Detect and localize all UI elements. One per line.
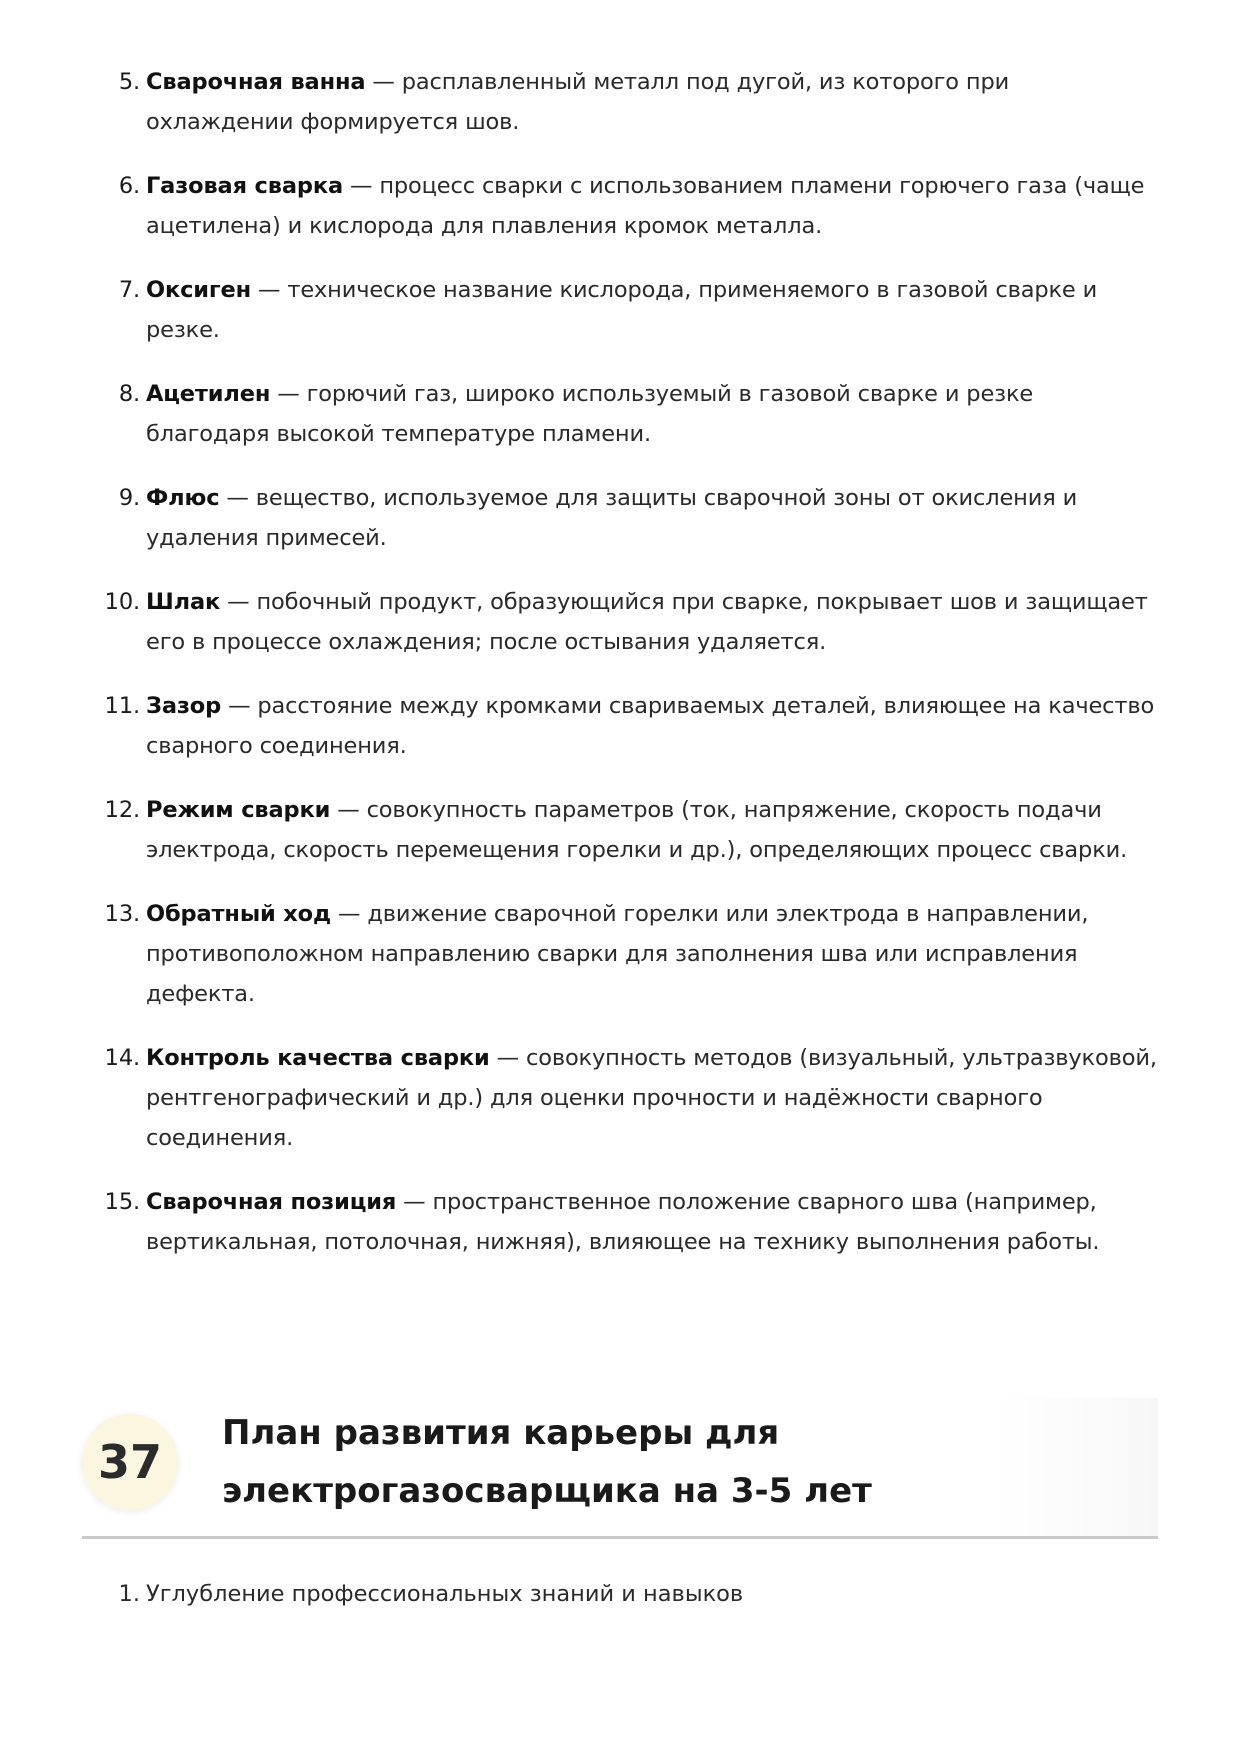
item-definition: — техническое название кислорода, применяемого в газовой сварке и резке.	[146, 277, 1098, 343]
item-term: Зазор	[146, 693, 222, 719]
item-number: 5.	[118, 69, 140, 95]
section-header	[82, 1398, 1158, 1539]
item-number: 6.	[118, 173, 140, 199]
glossary-item	[100, 62, 1160, 142]
item-number: 7.	[118, 277, 140, 303]
career-plan-list	[100, 1574, 1160, 1614]
item-number: 9.	[118, 485, 140, 511]
item-term: Сварочная позиция	[146, 1189, 397, 1215]
item-number: 1.	[118, 1581, 140, 1607]
glossary-item	[100, 686, 1160, 766]
item-definition: — побочный продукт, образующийся при сварке, покрывает шов и защищает его в процессе охлаждения; после остывания удаляется.	[146, 589, 1148, 655]
glossary-item	[100, 478, 1160, 558]
glossary-item	[100, 166, 1160, 246]
item-definition: — расплавленный металл под дугой, из которого при охлаждении формируется шов.	[146, 69, 1010, 135]
item-definition: — процесс сварки с использованием пламени горючего газа (чаще ацетилена) и кислорода для плавления кромок металла.	[146, 173, 1145, 239]
item-text: Углубление профессиональных знаний и навыков	[146, 1581, 744, 1607]
glossary-item	[100, 790, 1160, 870]
item-number: 12.	[104, 797, 140, 823]
item-definition: — совокупность параметров (ток, напряжение, скорость подачи электрода, скорость перемещения горелки и др.), определяющих процесс сварки.	[146, 797, 1128, 863]
item-definition: — пространственное положение сварного шва (например, вертикальная, потолочная, нижняя), влияющее на технику выполнения работы.	[146, 1189, 1100, 1255]
item-definition: — вещество, используемое для защиты сварочной зоны от окисления и удаления примесей.	[146, 485, 1078, 551]
glossary-item	[100, 582, 1160, 662]
item-term: Ацетилен	[146, 381, 271, 407]
career-plan-item	[100, 1574, 1160, 1614]
item-term: Флюс	[146, 485, 220, 511]
glossary-item	[100, 1182, 1160, 1262]
item-number: 11.	[104, 693, 140, 719]
section-title: План развития карьеры для электрогазосварщика на 3-5 лет	[222, 1413, 872, 1511]
item-definition: — движение сварочной горелки или электрода в направлении, противоположном направлению сварки для заполнения шва или исправления дефекта.	[146, 901, 1089, 1007]
item-term: Контроль качества сварки	[146, 1045, 490, 1071]
item-term: Газовая сварка	[146, 173, 343, 199]
item-definition: — расстояние между кромками свариваемых деталей, влияющее на качество сварного соединения.	[146, 693, 1155, 759]
section-number-badge: 37	[82, 1414, 178, 1510]
item-definition: — совокупность методов (визуальный, ультразвуковой, рентгенографический и др.) для оценки прочности и надёжности сварного соединения.	[146, 1045, 1157, 1151]
glossary-item	[100, 894, 1160, 1014]
glossary-item	[100, 270, 1160, 350]
glossary-item	[100, 374, 1160, 454]
item-term: Сварочная ванна	[146, 69, 366, 95]
item-number: 13.	[104, 901, 140, 927]
item-term: Шлак	[146, 589, 221, 615]
item-term: Режим сварки	[146, 797, 331, 823]
item-definition: — горючий газ, широко используемый в газовой сварке и резке благодаря высокой температуре пламени.	[146, 381, 1034, 447]
item-term: Оксиген	[146, 277, 252, 303]
item-number: 10.	[104, 589, 140, 615]
glossary-list	[100, 62, 1160, 1286]
item-number: 8.	[118, 381, 140, 407]
glossary-item	[100, 1038, 1160, 1158]
item-number: 15.	[104, 1189, 140, 1215]
item-number: 14.	[104, 1045, 140, 1071]
item-term: Обратный ход	[146, 901, 332, 927]
